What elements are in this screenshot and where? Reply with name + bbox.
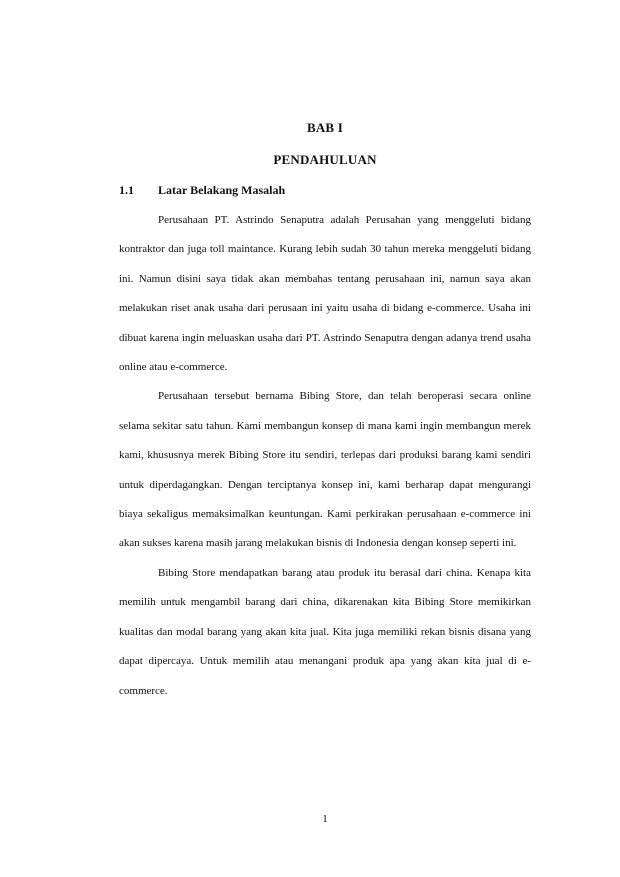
section-heading <box>119 183 285 198</box>
section-title: Latar Belakang Masalah <box>158 183 286 197</box>
chapter-title: PENDAHULUAN <box>273 152 377 167</box>
page-number: 1 <box>322 813 328 825</box>
chapter-number: BAB I <box>306 120 344 135</box>
section-number: 1.1 <box>119 183 134 197</box>
body-text <box>119 206 531 706</box>
paragraph: Perusahaan tersebut bernama Bibing Store, dan telah beroperasi secara online selama sekitar satu tahun. Kami membangun konsep di mana kami ingin membangun merek kami, khususnya merek Bibing Store itu sendiri, terlepas dari produksi barang kami sendiri untuk diperdagangkan. Dengan terciptanya konsep ini, kami berharap dapat mengurangi biaya sekaligus memaksimalkan keuntungan. Kami perkirakan perusahaan e-commerce ini akan sukses karena masih jarang melakukan bisnis di Indonesia dengan konsep seperti ini. <box>119 390 531 550</box>
paragraph: Perusahaan PT. Astrindo Senaputra adalah Perusahan yang menggeluti bidang kontraktor dan juga toll maintance. Kurang lebih sudah 30 tahun mereka menggeluti bidang ini. Namun disini saya tidak akan membahas tentang perusahaan ini, namun saya akan melakukan riset anak usaha dari perusaan ini yaitu usaha di bidang e-commerce. Usaha ini dibuat karena ingin meluaskan usaha dari PT. Astrindo Senaputra dengan adanya trend usaha online atau e-commerce. <box>119 214 531 374</box>
paragraph: Bibing Store mendapatkan barang atau produk itu berasal dari china. Kenapa kita memilih untuk mengambil barang dari china, dikarenakan kita Bibing Store memikirkan kualitas dan modal barang yang akan kita jual. Kita juga memiliki rekan bisnis disana yang dapat dipercaya. Untuk memilih atau menangani produk apa yang akan kita jual di e-commerce. <box>119 566 531 697</box>
